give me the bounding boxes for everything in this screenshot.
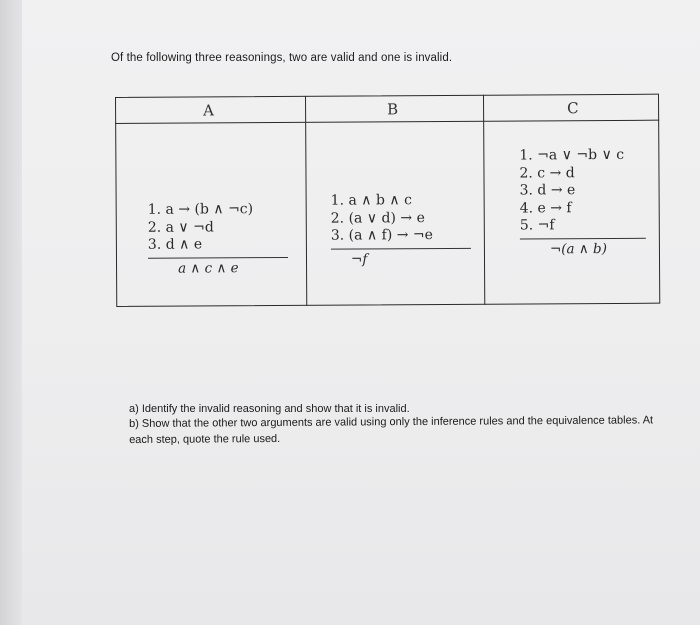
argument-a — [148, 201, 288, 278]
column-header-c: C — [567, 99, 579, 118]
reasonings-table — [115, 94, 660, 307]
conclusion-rule — [331, 247, 471, 249]
premise-line: 5. ¬f — [519, 217, 555, 234]
column-header-a: A — [203, 101, 214, 120]
premise-line: 3. (a ∧ f) → ¬e — [330, 227, 433, 244]
argument-b — [331, 192, 471, 269]
page-edge-shadow — [0, 0, 22, 625]
premise-line: 3. d → e — [519, 182, 576, 199]
premise-line: 2. a ∨ ¬d — [147, 218, 214, 236]
premise-line: 1. ¬a ∨ ¬b ∨ c — [519, 146, 625, 164]
premise-line: 4. e → f — [519, 199, 572, 217]
column-header-b: B — [387, 100, 399, 119]
premise-line: 1. a ∧ b ∧ c — [330, 192, 412, 209]
intro-text: Of the following three reasonings, two are valid and one is invalid. — [111, 52, 453, 64]
premise-line: 2. (a ∨ d) → e — [330, 209, 425, 227]
premise-line: 1. a → (b ∧ ¬c) — [147, 201, 254, 218]
conclusion: ¬f — [350, 250, 368, 268]
premise-line: 3. d ∧ e — [147, 236, 203, 253]
question-b: b) Show that the other two arguments are valid using only the inference rules and the equivalence tables. At each step, quote the rule used. — [129, 414, 654, 446]
conclusion-rule — [520, 237, 646, 239]
conclusion: ¬(a ∧ b) — [549, 240, 607, 257]
conclusion-rule — [148, 256, 288, 258]
conclusion: a ∧ c ∧ e — [177, 259, 239, 277]
question-a: a) Identify the invalid reasoning and show that it is invalid. — [129, 403, 410, 415]
argument-c — [519, 147, 646, 259]
premise-line: 2. c → d — [519, 164, 575, 182]
